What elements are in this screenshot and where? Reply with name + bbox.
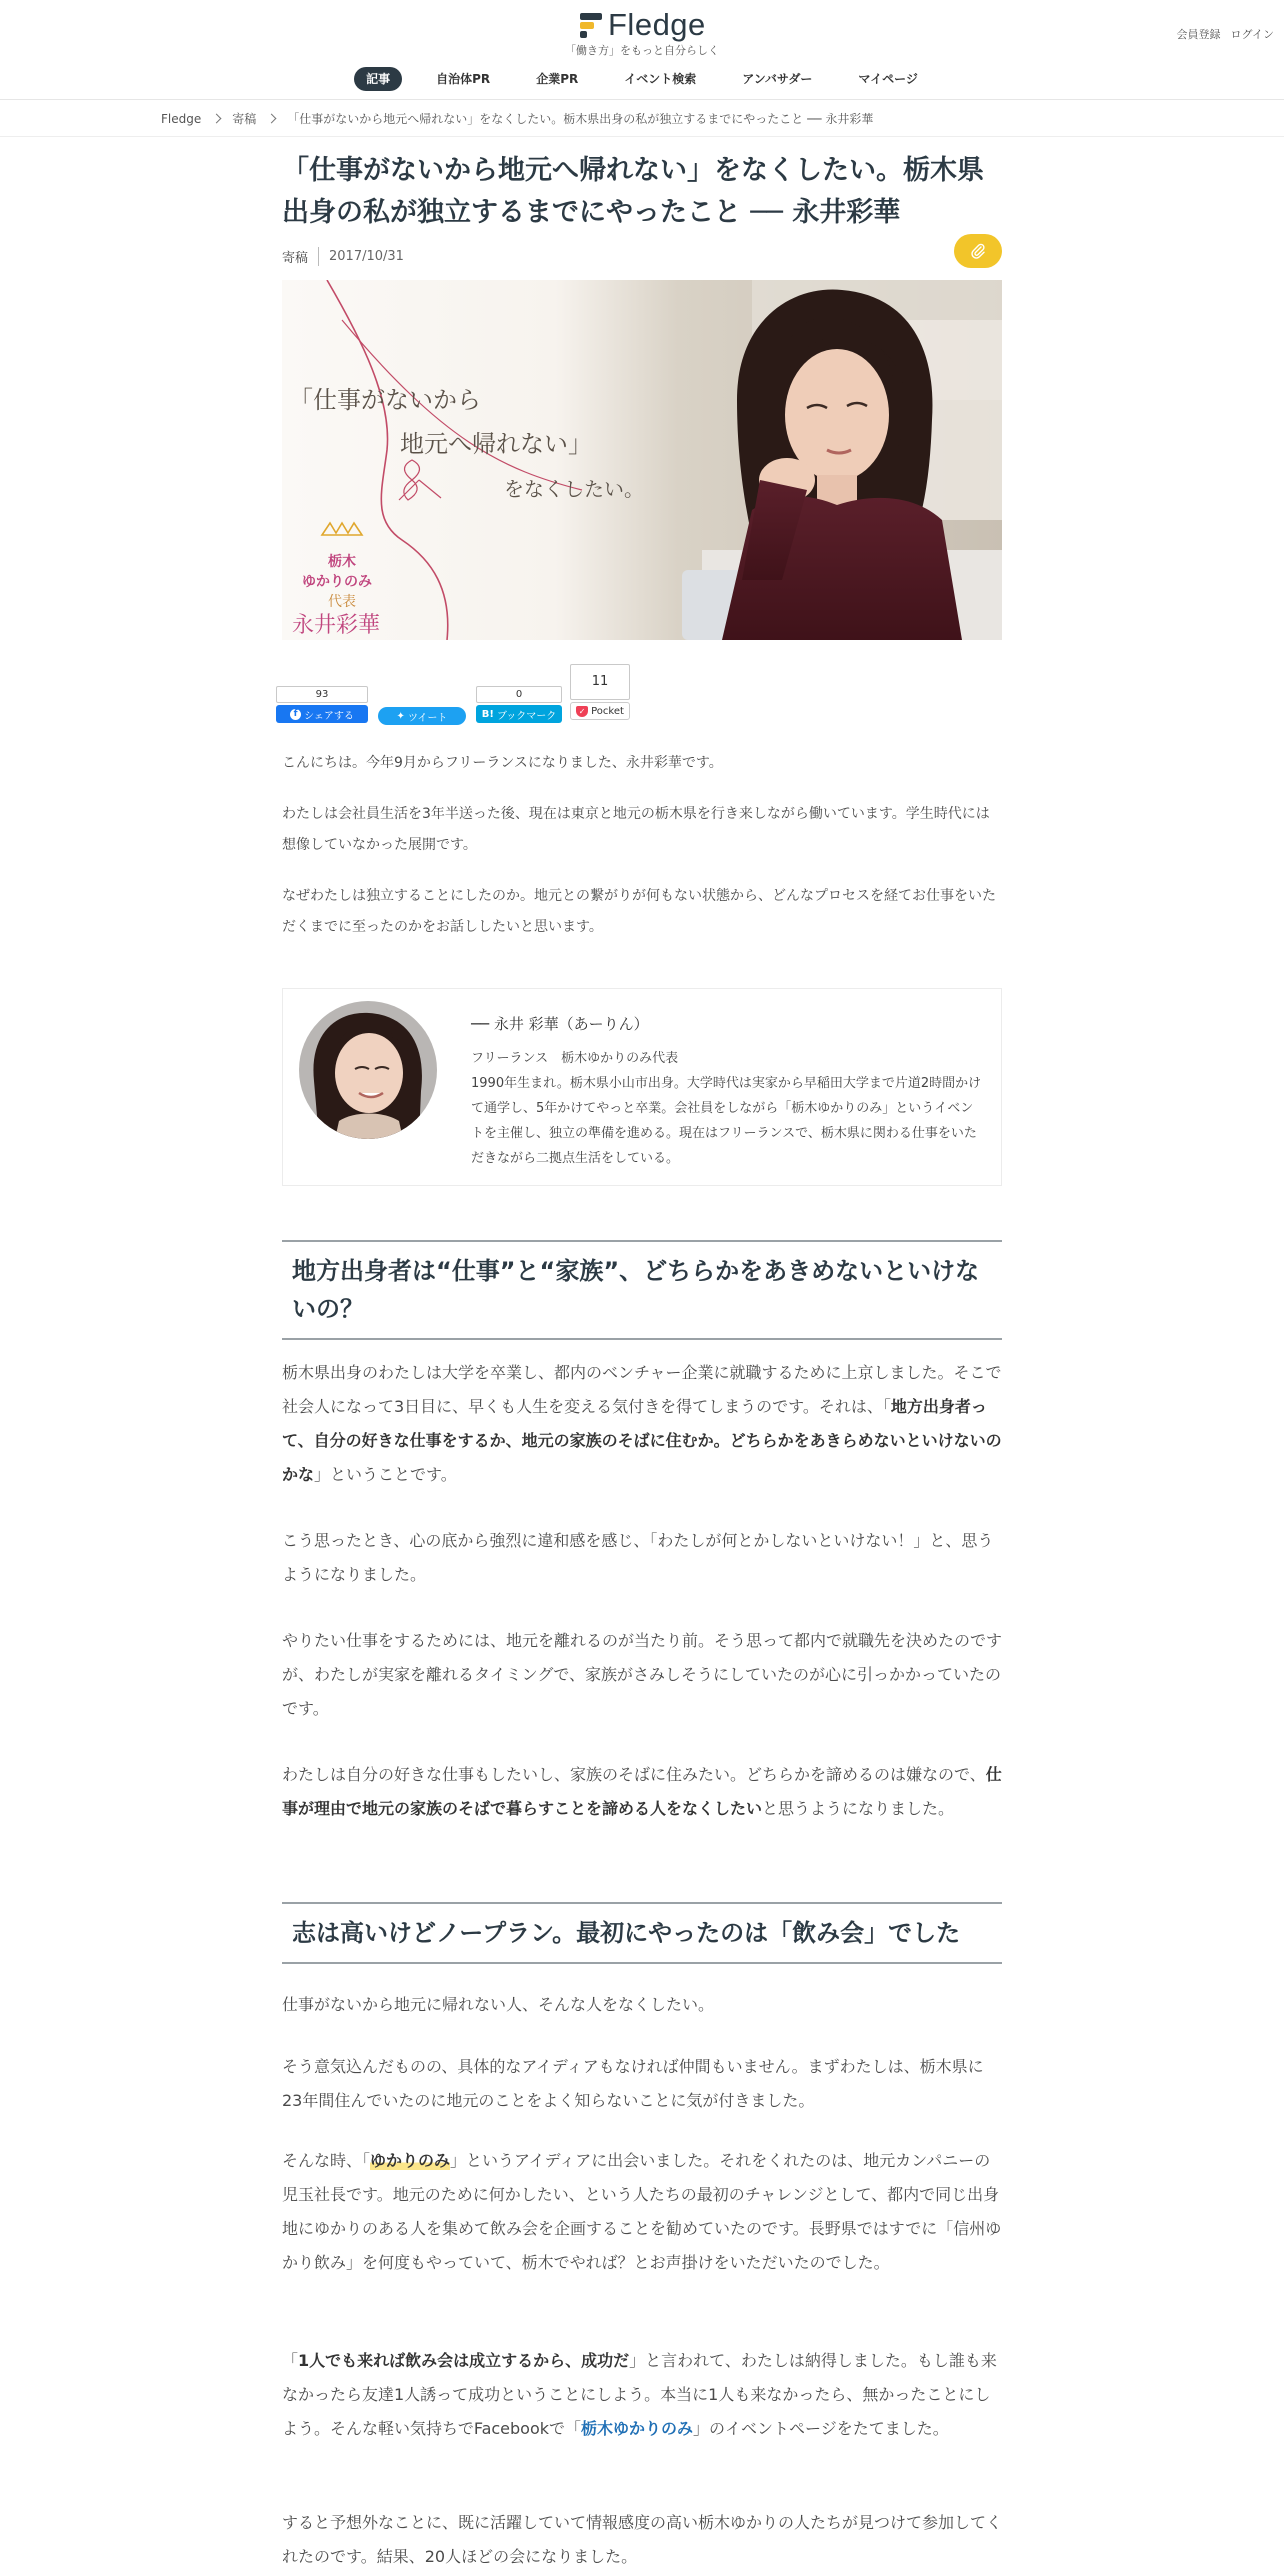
body-paragraph: すると予想外なことに、既に活躍していて情報感度の高い栃木ゆかりの人たちが見つけて参加してくれたのです。結果、20人ほどの会になりました。 [282, 2513, 1003, 2566]
fledge-logo-icon [580, 11, 602, 39]
facebook-count: 93 [276, 686, 368, 703]
pocket-button[interactable] [570, 702, 630, 720]
login-link[interactable]: ログイン [1230, 28, 1274, 41]
nav-item-municipal-pr[interactable]: 自治体PR [436, 72, 491, 86]
hero-line3: をなくしたい。 [504, 477, 644, 501]
article-category[interactable]: 寄稿 [282, 247, 319, 266]
tweet-button[interactable] [378, 707, 466, 725]
clip-button[interactable] [954, 234, 1002, 268]
site-logo[interactable] [580, 8, 706, 42]
twitter-share[interactable] [378, 705, 466, 725]
hatena-bookmark[interactable] [476, 686, 562, 723]
breadcrumb-category[interactable]: 寄稿 [232, 112, 257, 126]
main-nav [0, 67, 1284, 91]
chevron-right-icon [212, 114, 222, 124]
divider [0, 136, 1284, 137]
site-header [0, 0, 1284, 100]
hero-person: 永井彩華 [292, 613, 381, 638]
emphasis-text: 仕事が理由で地元の家族のそばで暮らすことを諦める人をなくしたい [282, 1765, 1002, 1818]
body-text: 栃木県出身のわたしは大学を卒業し、都内のベンチャー企業に就職するために上京しました。そこで社会人になって3日目に、早くも人生を変える気付きを得てしまうのです。それは、「 [282, 1363, 1002, 1416]
nav-item-articles[interactable]: 記事 [354, 67, 402, 91]
register-link[interactable]: 会員登録 [1176, 28, 1221, 41]
emphasis-text: 地方出身者って、自分の好きな仕事をするか、地元の家族のそばに住むか。どちらかをあきらめないといけないのかな [282, 1397, 1002, 1484]
breadcrumb-home[interactable]: Fledge [161, 111, 202, 126]
hero-org2: ゆかりのみ [302, 574, 372, 590]
hatena-count: 0 [476, 686, 562, 703]
hero-org1: 栃木 [328, 554, 356, 570]
nav-item-ambassador[interactable]: アンバサダー [742, 72, 813, 86]
article [282, 150, 1003, 2566]
paperclip-icon [970, 243, 986, 259]
body-paragraph [282, 1758, 1002, 1826]
article-meta [282, 246, 1002, 266]
body-paragraph: 仕事がないから地元に帰れない人、そんな人をなくしたい。 [282, 1995, 715, 2014]
hero-org3: 代表 [328, 594, 356, 610]
body-paragraph [282, 2144, 1002, 2280]
facebook-event-link[interactable]: 栃木ゆかりのみ [581, 2419, 694, 2438]
body-text: 「 [282, 2351, 299, 2370]
intro-paragraph: こんにちは。今年9月からフリーランスになりました、永井彩華です。 [282, 755, 723, 771]
body-paragraph: そう意気込んだものの、具体的なアイディアもなければ仲間もいません。まずわたしは、栃木県に23年間住んでいたのに地元のことをよく知らないことに気が付きました。 [282, 2057, 984, 2110]
logo-text: Fledge [608, 7, 706, 42]
chevron-right-icon [267, 114, 277, 124]
facebook-share-label: シェアする [304, 710, 354, 722]
body-paragraph: こう思ったとき、心の底から強烈に違和感を感じ、「わたしが何とかしないといけない！」と、思うようになりました。 [282, 1531, 994, 1584]
breadcrumb-current: 「仕事がないから地元へ帰れない」をなくしたい。栃木県出身の私が独立するまでにやったこと ── 永井彩華 [287, 112, 874, 126]
twitter-bird-icon: ✦ [396, 710, 405, 722]
author-profile [282, 988, 1002, 1186]
site-tagline: 「働き方」をもっと自分らしく [565, 44, 719, 57]
nav-item-event-search[interactable]: イベント検索 [624, 72, 697, 86]
tweet-label: ツイート [407, 712, 448, 724]
hatena-bookmark-button[interactable] [476, 705, 562, 723]
author-name: ── 永井 彩華（あーりん） [471, 1015, 649, 1033]
body-paragraph: やりたい仕事をするためには、地元を離れるのが当たり前。そう思って都内で就職先を決めたのですが、わたしが実家を離れるタイミングで、家族がさみしそうにしていたのが心に引っかかっていたのです。 [282, 1631, 1003, 1718]
body-text: 」のイベントページをたてました。 [693, 2419, 949, 2438]
facebook-share[interactable] [276, 686, 368, 723]
auth-links [1177, 26, 1274, 42]
section-heading: 志は高いけどノープラン。最初にやったのは「飲み会」でした [282, 1902, 1002, 1964]
pocket-share[interactable] [570, 664, 630, 720]
intro-paragraph: なぜわたしは独立することにしたのか。地元との繋がりが何もない状態から、どんなプロセスを経てお仕事をいただくまでに至ったのかをお話ししたいと思います。 [282, 888, 996, 935]
article-intro [282, 748, 1002, 963]
body-text: 」と言われて、わたしは納得しました。もし誰も来なかったら友達1人誘って成功ということにしよう。本当に1人も来なかったら、無かったことにしよう。そんな軽い気持ちでFacebookで「 [282, 2351, 997, 2438]
highlighted-text: ゆかりのみ [370, 2151, 451, 2170]
section-heading: 地方出身者は“仕事”と“家族”、どちらかをあきめないといけないの？ [282, 1240, 1002, 1340]
pocket-count: 11 [570, 664, 630, 700]
hero-line2: 地元へ帰れない」 [400, 430, 592, 458]
breadcrumb [161, 110, 873, 127]
body-paragraph [282, 1356, 1002, 1492]
emphasis-text: 1人でも来れば飲み会は成立するから、成功だ [298, 2351, 630, 2370]
author-avatar [299, 1001, 437, 1139]
article-title: 「仕事がないから地元へ帰れない」をなくしたい。栃木県出身の私が独立するまでにやったこと ── 永井彩華 [282, 155, 984, 228]
hero-line1: 「仕事がないから [289, 386, 481, 414]
hatena-b-icon: B! [481, 708, 494, 720]
body-text: 」というアイディアに出会いました。それをくれたのは、地元カンパニーの児玉社長です。地元のために何かしたい、という人たちの最初のチャレンジとして、都内で同じ出身地にゆかりのある人を集めて飲み会を企画することを勧めていたのです。長野県ではすでに「信州ゆかり飲み」を何度もやっていて、栃木でやれば？とお声掛けをいただいたのでした。 [282, 2151, 1002, 2272]
hero-image [282, 280, 1002, 640]
nav-item-mypage[interactable]: マイページ [858, 72, 918, 86]
author-bio: 1990年生まれ。栃木県小山市出身。大学時代は実家から早稲田大学まで片道2時間かけて通学し、5年かけてやっと卒業。会社員をしながら「栃木ゆかりのみ」というイベントを主催し、独立の準備を進める。現在はフリーランスで、栃木県に関わる仕事をいただきながら二拠点生活をしている。 [471, 1076, 982, 1166]
body-paragraph [282, 2344, 1002, 2446]
pocket-label: Pocket [591, 705, 624, 717]
hatena-label: ブックマーク [496, 710, 557, 722]
body-text: と思うようになりました。 [762, 1799, 955, 1818]
hero-illustration [282, 280, 1002, 640]
pocket-icon: ✓ [576, 706, 588, 717]
body-text: そんな時、「 [282, 2151, 371, 2170]
author-title: フリーランス 栃木ゆかりのみ代表 [471, 1051, 679, 1066]
body-text: わたしは自分の好きな仕事もしたいし、家族のそばに住みたい。どちらかを諦めるのは嫌なので、 [282, 1765, 986, 1784]
article-date: 2017/10/31 [329, 248, 404, 264]
intro-paragraph: わたしは会社員生活を3年半送った後、現在は東京と地元の栃木県を行き来しながら働いています。学生時代には想像していなかった展開です。 [282, 806, 990, 853]
facebook-icon: f [290, 709, 301, 720]
nav-item-corporate-pr[interactable]: 企業PR [536, 72, 579, 86]
body-text: 」ということです。 [314, 1465, 457, 1484]
facebook-share-button[interactable] [276, 705, 368, 723]
